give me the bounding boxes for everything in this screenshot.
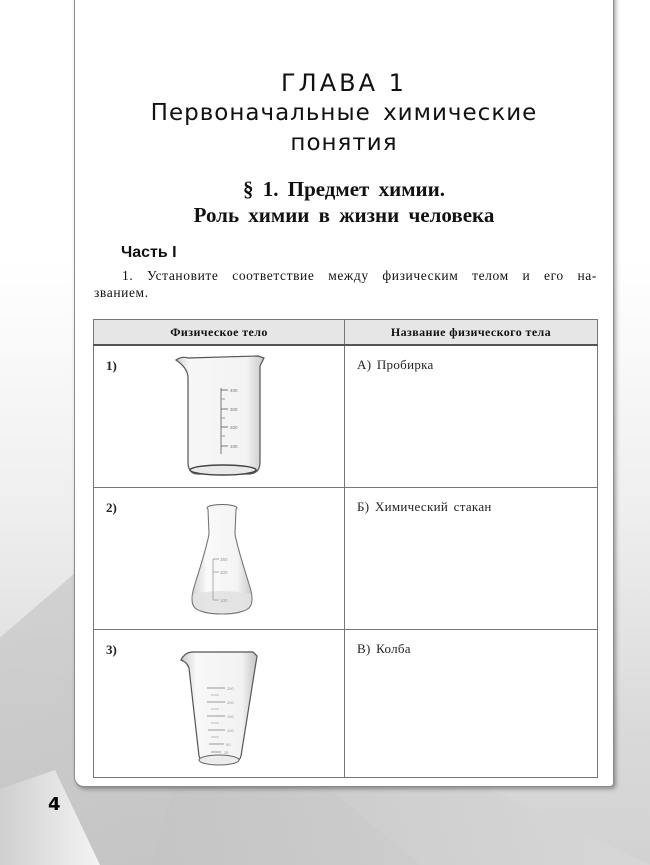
svg-text:200: 200 [227,700,234,705]
svg-text:200: 200 [230,425,238,430]
measuring-cup-icon [179,646,259,768]
task-text-line1: 1. Установите соответствие между физическим телом и его на- [122,268,597,283]
chapter-title-line2: понятия [290,130,398,156]
section-title-line1: § 1. Предмет химии. [243,177,445,201]
matching-table [93,319,598,778]
svg-text:50: 50 [226,742,231,747]
item-number: 3) [106,642,117,657]
textbook-page [74,0,614,787]
body-name-option-a: А) Пробирка [357,357,434,372]
table-row [94,488,598,630]
body-name-cell [345,630,598,778]
svg-text:25: 25 [224,750,229,755]
page-number: 4 [48,794,61,815]
svg-text:100: 100 [220,598,228,603]
chapter-title-line1: Первоначальные химические [150,100,538,126]
column-header-physical-body: Физическое тело [94,320,345,346]
task-text-line2: званием. [94,285,149,300]
physical-body-cell [94,488,345,630]
svg-text:300: 300 [230,407,238,412]
task-text [94,267,597,301]
part-title: Часть I [121,244,177,261]
svg-text:100: 100 [227,728,234,733]
physical-body-cell [94,630,345,778]
item-number: 1) [106,358,117,373]
beaker-icon [172,350,272,478]
body-name-option-c: В) Колба [357,641,411,656]
body-name-option-b: Б) Химический стакан [357,499,492,514]
table-row [94,630,598,778]
svg-text:250: 250 [220,557,228,562]
table-row [94,345,598,488]
erlenmeyer-flask-icon [187,502,257,620]
svg-text:100: 100 [230,444,238,449]
svg-text:200: 200 [220,570,228,575]
item-number: 2) [106,500,117,515]
svg-text:150: 150 [227,714,234,719]
svg-text:400: 400 [230,388,238,393]
body-name-cell [345,345,598,488]
column-header-body-name: Название физического тела [345,320,598,346]
section-title-line2: Роль химии в жизни человека [193,203,495,227]
physical-body-cell [94,345,345,488]
svg-text:250: 250 [227,686,234,691]
body-name-cell [345,488,598,630]
chapter-label: ГЛАВА 1 [281,69,407,97]
